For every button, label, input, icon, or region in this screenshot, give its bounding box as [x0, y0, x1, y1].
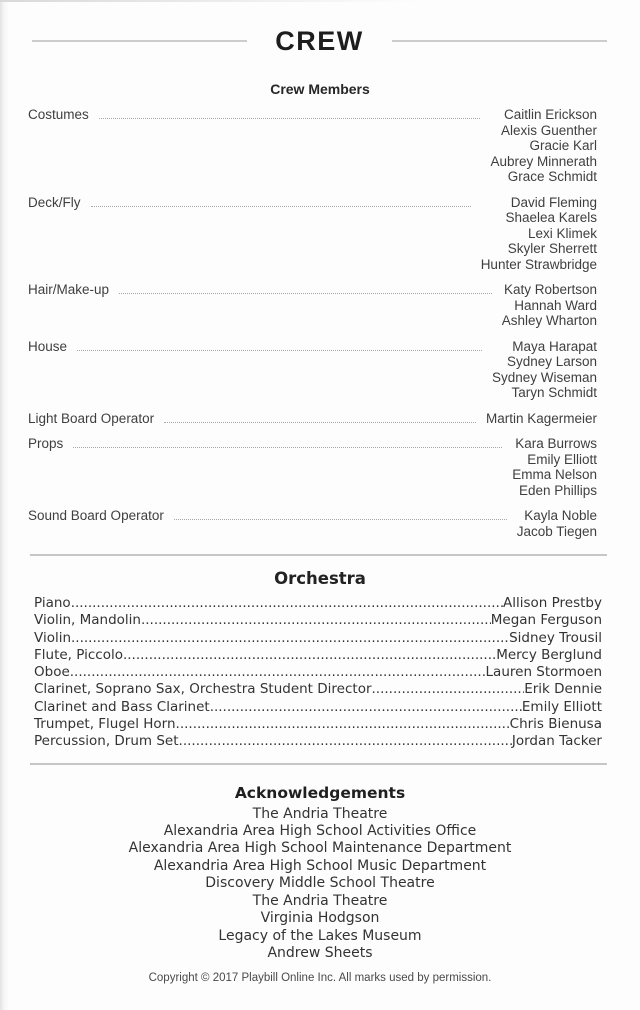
crew-member-name: Emily Elliott	[527, 451, 597, 467]
acknowledgement-line: Legacy of the Lakes Museum	[218, 927, 422, 944]
crew-names-column	[492, 339, 597, 401]
copyright-notice: Copyright © 2017 Playbill Online Inc. All marks used by permission.	[148, 972, 492, 985]
leader-line	[77, 339, 482, 351]
musician-name: Chris Bienusa	[509, 716, 602, 733]
crew-role-label: Props	[28, 436, 64, 451]
acknowledgement-line: The Andria Theatre	[252, 892, 388, 909]
crew-role-label: Hair/Make-up	[28, 282, 110, 297]
crew-names-column	[490, 107, 597, 185]
crew-list	[0, 107, 640, 539]
crew-member-name: Caitlin Erickson	[503, 107, 597, 122]
musician-name: Jordan Tacker	[511, 733, 602, 750]
orchestra-row	[34, 630, 602, 647]
crew-section-heading: Crew Members	[270, 81, 370, 97]
instrument-label: Flute, Piccolo	[34, 646, 123, 663]
crew-names-column	[502, 282, 597, 329]
crew-member-name: Taryn Schmidt	[511, 385, 597, 400]
crew-member-name: Martin Kagermeier	[485, 410, 597, 426]
crew-row	[28, 107, 597, 185]
crew-member-name: Hannah Ward	[514, 297, 597, 313]
orchestra-row	[34, 612, 602, 629]
leader-line	[164, 411, 476, 423]
crew-member-name: Lexi Klimek	[527, 225, 597, 241]
crew-row	[28, 411, 597, 427]
crew-role-label: Light Board Operator	[28, 410, 155, 426]
acknowledgement-line: Alexandria Area High School Activities Office	[163, 823, 477, 840]
acknowledgement-line: The Andria Theatre	[252, 805, 388, 822]
crew-row	[28, 508, 597, 539]
orchestra-list	[0, 595, 640, 751]
crew-member-name: Ashley Wharton	[501, 313, 597, 328]
dot-leader	[179, 733, 512, 750]
crew-row	[28, 436, 597, 498]
leader-line	[73, 436, 502, 448]
instrument-label: Oboe	[34, 664, 70, 681]
orchestra-row	[34, 699, 602, 716]
section-divider	[30, 763, 607, 765]
crew-member-name: Eden Phillips	[518, 482, 597, 498]
crew-member-name: Jacob Tiegen	[516, 523, 597, 539]
dot-leader	[70, 664, 486, 681]
orchestra-section-heading: Orchestra	[274, 569, 366, 588]
crew-row	[28, 282, 597, 329]
musician-name: Emily Elliott	[521, 698, 602, 715]
crew-names-column	[512, 436, 597, 498]
crew-member-name: Aubrey Minnerath	[490, 153, 597, 169]
acknowledgement-line: Virginia Hodgson	[260, 910, 380, 927]
musician-name: Mercy Berglund	[496, 646, 602, 663]
instrument-label: Piano	[34, 595, 71, 611]
leader-line	[99, 107, 481, 119]
page-header	[0, 0, 640, 56]
acknowledgement-line: Alexandria Area High School Music Department	[153, 857, 487, 874]
instrument-label: Clarinet and Bass Clarinet	[34, 698, 210, 715]
dot-leader	[176, 716, 510, 733]
leader-line	[119, 282, 492, 294]
header-rule-right	[392, 40, 607, 42]
crew-member-name: Shaelea Karels	[505, 210, 597, 225]
crew-member-name: Kayla Noble	[524, 508, 597, 523]
leader-line	[174, 508, 507, 520]
musician-name: Erik Dennie	[524, 681, 602, 698]
crew-member-name: Sydney Larson	[506, 354, 597, 369]
musician-name: Sidney Trousil	[509, 629, 602, 646]
header-rule-left	[32, 40, 247, 42]
crew-member-name: David Fleming	[510, 194, 597, 210]
dot-leader	[141, 612, 491, 629]
dot-leader	[123, 647, 496, 664]
crew-member-name: Katy Robertson	[503, 282, 597, 297]
musician-name: Lauren Stormoen	[485, 664, 602, 681]
crew-row	[28, 339, 597, 401]
orchestra-row	[34, 595, 602, 612]
instrument-label: Trumpet, Flugel Horn	[34, 716, 176, 733]
crew-member-name: Alexis Guenther	[500, 122, 597, 138]
instrument-label: Violin	[34, 629, 72, 646]
crew-member-name: Gracie Karl	[529, 138, 597, 153]
orchestra-row	[34, 733, 602, 750]
orchestra-row	[34, 681, 602, 698]
crew-member-name: Maya Harapat	[512, 338, 597, 354]
crew-role-label: House	[28, 338, 68, 354]
acknowledgement-line: Alexandria Area High School Maintenance Department	[128, 840, 512, 857]
instrument-label: Percussion, Drum Set	[34, 733, 179, 750]
orchestra-row	[34, 716, 602, 733]
instrument-label: Violin, Mandolin	[34, 612, 141, 629]
acknowledgement-line: Andrew Sheets	[267, 944, 373, 961]
dot-leader	[210, 699, 522, 716]
crew-member-name: Skyler Sherrett	[507, 241, 597, 256]
musician-name: Megan Ferguson	[490, 612, 602, 629]
section-divider	[30, 554, 607, 556]
page-title: CREW	[275, 26, 364, 56]
instrument-label: Clarinet, Soprano Sax, Orchestra Student Director	[34, 681, 372, 698]
crew-member-name: Emma Nelson	[512, 467, 597, 482]
orchestra-row	[34, 647, 602, 664]
crew-member-name: Sydney Wiseman	[491, 369, 597, 385]
dot-leader	[71, 630, 509, 647]
musician-name: Allison Prestby	[503, 595, 602, 611]
crew-role-label: Costumes	[28, 107, 89, 122]
acknowledgements-heading: Acknowledgements	[234, 783, 406, 802]
crew-names-column	[486, 411, 597, 427]
acknowledgement-line: Discovery Middle School Theatre	[205, 875, 435, 892]
crew-member-name: Kara Burrows	[515, 436, 597, 451]
crew-member-name: Hunter Strawbridge	[480, 256, 597, 272]
crew-member-name: Grace Schmidt	[507, 169, 597, 184]
crew-names-column	[481, 195, 597, 273]
crew-names-column	[517, 508, 597, 539]
dot-leader	[372, 681, 525, 698]
dot-leader	[71, 595, 503, 612]
leader-line	[91, 195, 471, 207]
crew-role-label: Sound Board Operator	[28, 508, 164, 523]
acknowledgements-list	[0, 806, 640, 963]
crew-row	[28, 195, 597, 273]
crew-role-label: Deck/Fly	[28, 194, 81, 210]
orchestra-row	[34, 664, 602, 681]
